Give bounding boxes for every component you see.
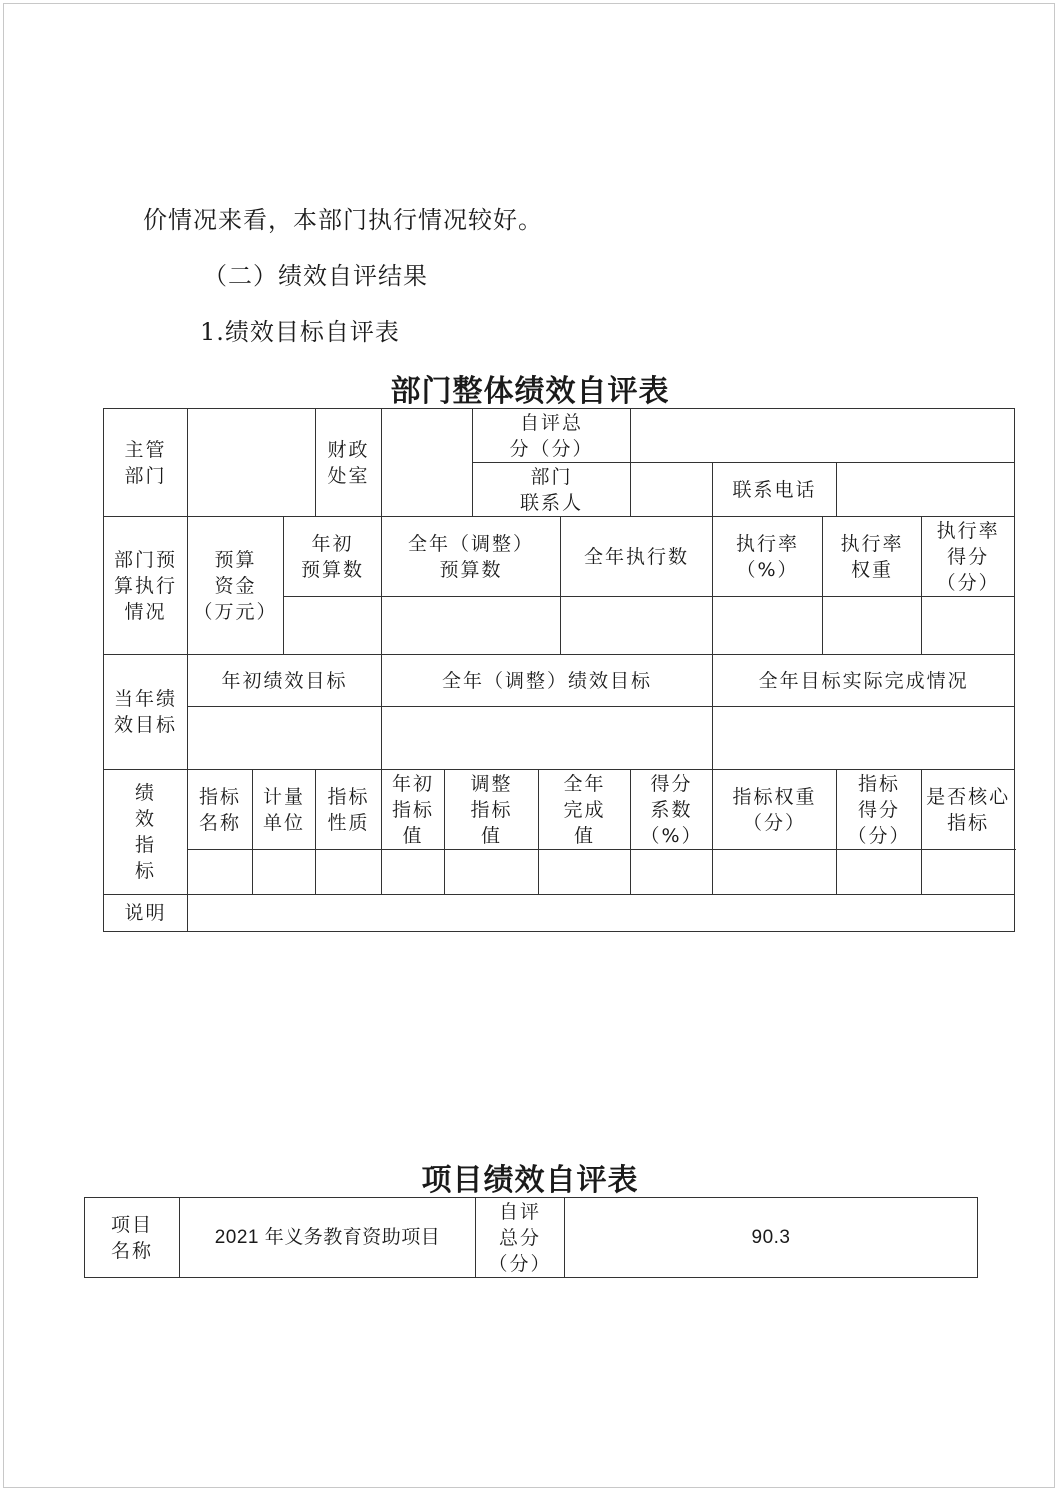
adjusted-goal-label: 全年（调整）绩效目标 <box>382 655 713 707</box>
exec-rate-weight-value <box>823 597 922 655</box>
dept-table-title: 部门整体绩效自评表 <box>390 374 670 409</box>
budget-exec-label: 部门预 算执行 情况 <box>104 517 188 655</box>
unit-value <box>253 850 316 895</box>
self-score-label: 自评总 分（分） <box>473 409 631 463</box>
indicator-name-value <box>188 850 253 895</box>
intro-paragraph-line: 价情况来看，本部门执行情况较好。 <box>143 206 543 234</box>
dept-self-eval-table <box>103 408 1015 932</box>
finance-office-value <box>382 409 473 517</box>
actual-completion-label: 全年目标实际完成情况 <box>713 655 1015 707</box>
actual-completion-value <box>713 707 1015 770</box>
dept-contact-label: 部门 联系人 <box>473 463 631 517</box>
adjusted-budget-value <box>382 597 561 655</box>
indicator-weight-value <box>713 850 837 895</box>
indicator-score-label: 指标 得分 （分） <box>837 770 922 850</box>
adjusted-budget-label: 全年（调整） 预算数 <box>382 517 561 597</box>
self-score-value <box>631 409 1015 463</box>
initial-goal-value <box>188 707 382 770</box>
indicator-name-label: 指标 名称 <box>188 770 253 850</box>
annual-exec-value <box>561 597 713 655</box>
indicator-nature-label: 指标 性质 <box>316 770 382 850</box>
completed-value-label: 全年 完成 值 <box>539 770 631 850</box>
annual-goal-label: 当年绩 效目标 <box>104 655 188 770</box>
score-coef-label: 得分 系数 （%） <box>631 770 713 850</box>
subsection-heading: 1.绩效目标自评表 <box>200 318 400 346</box>
adjusted-goal-value <box>382 707 713 770</box>
adjusted-value-value <box>445 850 539 895</box>
indicator-nature-value <box>316 850 382 895</box>
exec-rate-weight-label: 执行率 权重 <box>823 517 922 597</box>
exec-rate-score-value <box>922 597 1015 655</box>
is-core-label: 是否核心 指标 <box>922 770 1015 850</box>
project-self-score-value: 90.3 <box>565 1198 978 1278</box>
exec-rate-value <box>713 597 823 655</box>
annual-exec-label: 全年执行数 <box>561 517 713 597</box>
section-heading: （二）绩效自评结果 <box>203 262 428 290</box>
adjusted-value-label: 调整 指标 值 <box>445 770 539 850</box>
project-name-label: 项目 名称 <box>85 1198 180 1278</box>
initial-budget-value <box>284 597 382 655</box>
project-table-title: 项目绩效自评表 <box>421 1163 639 1198</box>
note-value <box>188 895 1015 932</box>
unit-label: 计量 单位 <box>253 770 316 850</box>
initial-budget-label: 年初 预算数 <box>284 517 382 597</box>
contact-phone-label: 联系电话 <box>713 463 837 517</box>
competent-dept-label: 主管 部门 <box>104 409 188 517</box>
dept-contact-value <box>631 463 713 517</box>
finance-office-label: 财政 处室 <box>316 409 382 517</box>
contact-phone-value <box>837 463 1015 517</box>
budget-funds-label: 预算 资金 （万元） <box>188 517 284 655</box>
project-self-eval-table <box>84 1197 978 1278</box>
initial-goal-label: 年初绩效目标 <box>188 655 382 707</box>
project-self-score-label: 自评 总分 （分） <box>476 1198 565 1278</box>
exec-rate-score-label: 执行率 得分 （分） <box>922 517 1015 597</box>
indicator-score-value <box>837 850 922 895</box>
initial-value-value <box>382 850 445 895</box>
initial-value-label: 年初 指标 值 <box>382 770 445 850</box>
completed-value-value <box>539 850 631 895</box>
exec-rate-label: 执行率 （%） <box>713 517 823 597</box>
project-name-value: 2021 年义务教育资助项目 <box>180 1198 476 1278</box>
note-label: 说明 <box>104 895 188 932</box>
is-core-value <box>922 850 1015 895</box>
score-coef-value <box>631 850 713 895</box>
perf-indicator-label: 绩 效 指 标 <box>104 770 188 895</box>
competent-dept-value <box>188 409 316 517</box>
indicator-weight-label: 指标权重 （分） <box>713 770 837 850</box>
